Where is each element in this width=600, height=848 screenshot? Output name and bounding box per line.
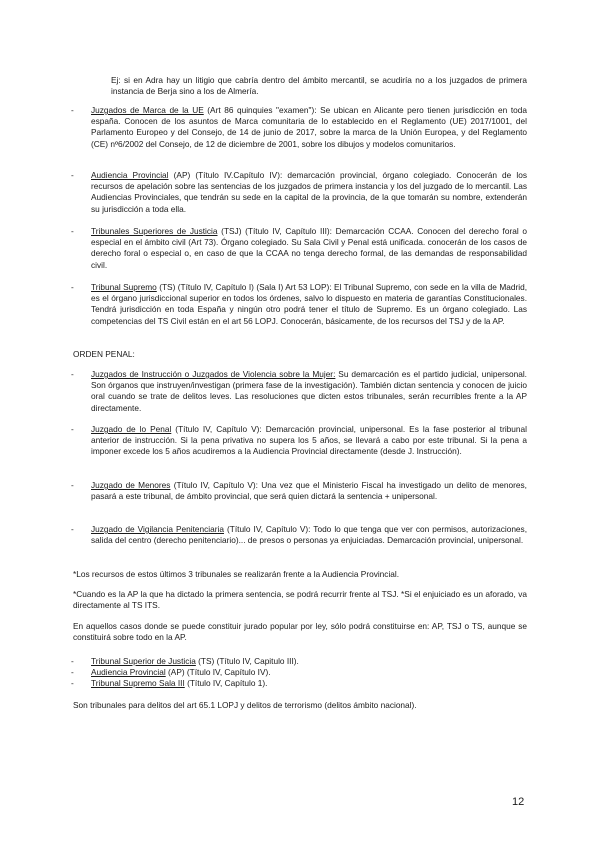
item-text: (AP) (Título IV, Capítulo IV). (165, 667, 271, 677)
item-term: Tribunal Superior de Justicia (91, 656, 196, 666)
item-text: (TS) (Título IV, Capitulo III). (195, 656, 299, 666)
list-item-marca-ue (71, 105, 527, 150)
jury-item-ts (71, 678, 527, 689)
page-number: 12 (512, 796, 525, 808)
bullet-dash: - (71, 226, 74, 236)
item-term: Juzgado de Vigilancia Penitenciaria (91, 524, 224, 534)
item-term: Tribunal Supremo (91, 282, 157, 292)
bullet-dash: - (71, 678, 74, 688)
item-term: Juzgado de Menores (91, 480, 171, 490)
bullet-dash: - (71, 667, 74, 677)
list-item-juzgados-instruccion (71, 369, 527, 414)
section-heading-orden-penal: ORDEN PENAL: (73, 349, 135, 359)
list-item-tribunal-supremo (71, 282, 527, 327)
item-term: Juzgados de Instrucción o Juzgados de Violencia sobre la Mujer: (91, 369, 336, 379)
item-term: Juzgado de lo Penal (91, 424, 172, 434)
item-term: Juzgados de Marca de la UE (91, 105, 204, 115)
item-text: (Título IV, Capítulo V): Una vez que el Ministerio Fiscal ha investigado un delito de menores, pasará a este tribunal, de ámbito provincial, que será quien dictará la sentencia + unipersonal. (91, 480, 527, 502)
item-term: Audiencia Provincial (91, 170, 169, 180)
jury-item-tsj (71, 656, 527, 667)
item-text: (Art 86 quinquies "examen"): Se ubican en Alicante pero tienen jurisdicción en toda españa. Conocen de los asuntos de Marca comunitaria de lo establecido en el Reglamento (UE) 2017/1001, del Parlamento Europeo y del Consejo, de 14 de junio de 2017, sobre la marca de la Unión Europea, y del Reglamento (CE) nº6/2002 del Consejo, de 12 de diciembre de 2001, sobre los dibujos y modelos comunitarios. (91, 105, 527, 149)
item-text: (TSJ) (Título IV, Capítulo III): Demarcación CCAA. Conocen del derecho foral o especial en el ámbito civil (Art 73). Órgano colegiado. Su Sala Civil y Penal está unificada. conocerán de los casos de derecho foral o especial o, en caso de que la CCAA no tenga derecho formal, de las demandas de responsabilidad civil. (91, 226, 527, 270)
item-text: (Título IV, Capítulo V): Demarcación provincial, unipersonal. Es la fase posterior al tribunal anterior de instrucción. Si la pena privativa no supera los 5 años, se llevará a cabo por este tribunal. Si la pena a imponer excede los 5 años acudiremos a la Audiencia Provincial directamente (desde J. Instrucción). (91, 424, 527, 457)
item-text: (Título IV, Capítulo 1). (184, 678, 268, 688)
note-recursos: *Los recursos de estos últimos 3 tribunales se realizarán frente a la Audiencia Provincial. (73, 569, 400, 579)
bullet-dash: - (71, 369, 74, 379)
item-text: (TS) (Título IV, Capítulo I) (Sala I) Art 53 LOP): El Tribunal Supremo, con sede en la villa de Madrid, es el órgano jurisdiccional superior en todos los órdenes, salvo lo dispuesto en materia de garantías Constitucionales. Tendrá jurisdicción en toda España y ningún otro podrá tener el título de Supremo. Es un órgano colegiado. Las competencias del TS Civil están en el art 56 LOPJ. Conocerán, básicamente, de los recursos del TSJ y de la AP. (91, 282, 527, 326)
item-text: Su demarcación es el partido judicial, unipersonal. Son órganos que instruyen/investigan (primera fase de la investigación). También dictan sentencia y conocen de juicio oral cuando se trate de delitos leves. Las resoluciones que dicten estos tribunales, serán recurribles frente a la AP directamente. (91, 369, 527, 413)
list-item-tsj (71, 226, 527, 271)
bullet-dash: - (71, 282, 74, 292)
item-term: Tribunales Superiores de Justicia (91, 226, 218, 236)
closing-paragraph: Son tribunales para delitos del art 65.1 LOPJ y delitos de terrorismo (delitos ámbito nacional). (73, 700, 417, 710)
item-term: Tribunal Supremo Sala III (91, 678, 185, 688)
jury-item-ap (71, 667, 527, 678)
item-text: (AP) (Título IV.Capítulo IV): demarcación provincial, órgano colegiado. Conocerán de los recursos de apelación sobre las sentencias de los juzgados de primera instancia y los del juzgado de lo mercantil. Las Audiencias Provinciales, que tendrán su sede en la capital de la provincia, de la que tomarán su nombre, extenderán su jurisdicción a toda ella. (91, 170, 528, 214)
list-item-vigilancia-penitenciaria (71, 524, 527, 546)
list-item-juzgado-penal (71, 424, 527, 458)
bullet-dash: - (71, 170, 74, 180)
list-item-audiencia-provincial (71, 170, 528, 215)
jury-paragraph: En aquellos casos donde se puede constituir jurado popular por ley, sólo podrá constituirse en: AP, TSJ o TS, aunque se constituirá sobre todo en la AP. (73, 621, 527, 643)
bullet-dash: - (71, 424, 74, 434)
item-text: (Título IV, Capítulo V): Todo lo que tenga que ver con permisos, autorizaciones, salida del centro (derecho penitenciario)... de presos o personas ya enjuiciadas. Demarcación provincial, unipersonal. (91, 524, 527, 546)
note-aforado: *Cuando es la AP la que ha dictado la primera sentencia, se podrá recurrir frente al TSJ. *Si el enjuiciado es un aforado, va directamente al TS ITS. (73, 589, 527, 611)
item-term: Audiencia Provincial (91, 667, 166, 677)
bullet-dash: - (71, 656, 74, 666)
intro-example: Ej: si en Adra hay un litigio que cabría dentro del ámbito mercantil, se acudiría no a los juzgados de primera instancia de Berja sino a los de Almería. (111, 75, 527, 97)
bullet-dash: - (71, 480, 74, 490)
list-item-juzgado-menores (71, 480, 527, 502)
bullet-dash: - (71, 524, 74, 534)
bullet-dash: - (71, 105, 74, 115)
